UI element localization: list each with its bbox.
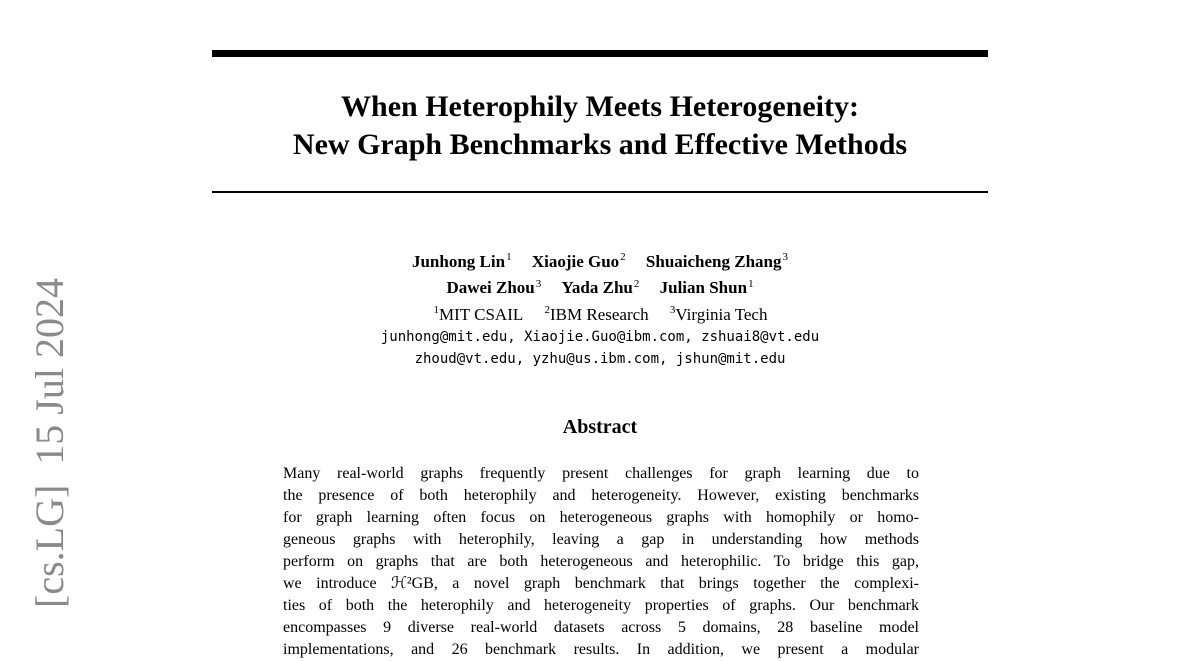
author-name: Yada Zhu$^2$ [561,277,640,298]
author-block [212,246,988,370]
abstract-line: geneous graphs with heterophily, leaving a gap in understanding how methods [283,531,919,548]
author-name: Junhong Lin$^1$ [411,251,512,271]
title-bottom-rule [212,191,988,193]
arxiv-side-stamp: [cs.LG] 15 Jul 2024 [27,278,72,608]
email-line-1: junhong@mit.edu, Xiaojie.Guo@ibm.com, zshuai8@vt.edu [380,328,820,345]
abstract-line: the presence of both heterophily and heterogeneity. However, existing benchmarks [283,487,919,504]
abstract-line: ties of both the heterophily and heterogeneity properties of graphs. Our benchmark [283,597,919,614]
affiliation: $^1$MIT CSAIL [433,304,524,324]
affiliation: $^3$Virginia Tech [669,304,768,324]
abstract-line: implementations, and 26 benchmark results. In addition, we present a modular [283,641,919,658]
email-line-2: zhoud@vt.edu, yzhu@us.ibm.com, jshun@mit.edu [414,350,786,367]
title-top-rule [212,50,988,57]
author-name: Xiaojie Guo$^2$ [531,251,626,271]
author-name: Julian Shun$^1$ [659,277,754,298]
title-line-1: When Heterophily Meets Heterogeneity: [341,90,859,123]
abstract-line: Many real-world graphs frequently present challenges for graph learning due to [283,465,919,482]
abstract-body [283,463,919,661]
paper-title [212,88,988,164]
author-row-1 [212,246,988,273]
abstract-line: perform on graphs that are both heterogeneous and heterophilic. To bridge this gap, [283,553,919,570]
abstract-line: we introduce ℋ²GB, a novel graph benchmark that brings together the complexi- [283,575,919,592]
author-row-2 [212,273,988,300]
title-line-2: New Graph Benchmarks and Effective Methods [292,128,908,161]
abstract-line: encompasses 9 diverse real-world datasets across 5 domains, 28 baseline model [283,619,919,636]
affiliation-row [212,299,988,326]
author-name: Dawei Zhou$^3$ [446,277,542,298]
affiliation: $^2$IBM Research [544,304,649,324]
abstract-line: for graph learning often focus on heterogeneous graphs with homophily or homo- [283,509,919,526]
author-name: Shuaicheng Zhang$^3$ [645,251,789,271]
abstract-heading: Abstract [562,416,638,438]
